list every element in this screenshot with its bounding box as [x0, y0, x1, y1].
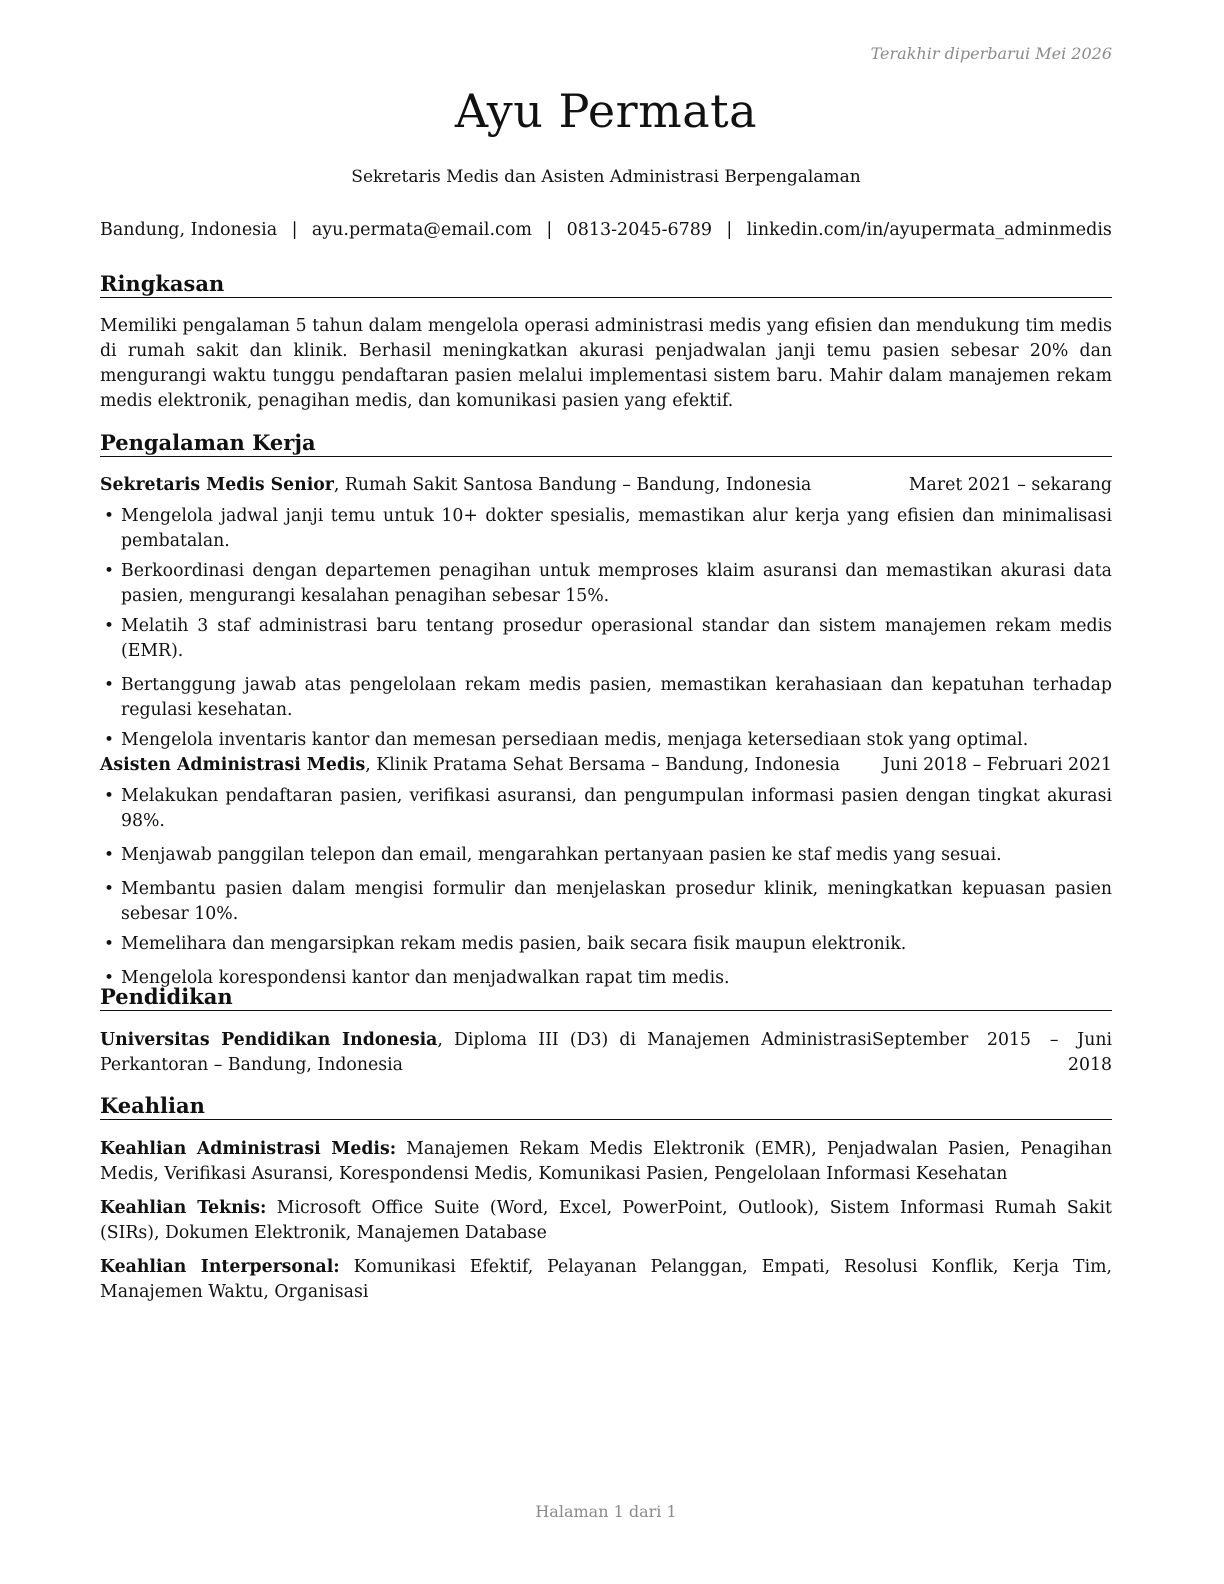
- list-item: • Melakukan pendaftaran pasien, verifikasi asuransi, dan pengumpulan informasi pasien dengan tingkat akurasi 98%.: [104, 786, 1112, 831]
- list-item: • Mengelola jadwal janji temu untuk 10+ dokter spesialis, memastikan alur kerja yang efisien dan minimalisasi pembatalan.: [104, 506, 1112, 551]
- job-header: [100, 755, 1112, 775]
- job-bullets: [100, 784, 1112, 991]
- bullet-icon: •: [104, 786, 115, 806]
- education-dates: September 2015 – Juni 2018: [872, 1030, 1112, 1075]
- headline: Sekretaris Medis dan Asisten Administrasi Berpengalaman: [351, 167, 861, 187]
- job-role: Asisten Administrasi Medis: [100, 755, 366, 775]
- skill-text: Manajemen Rekam Medis Elektronik (EMR), Penjadwalan Pasien, Penagihan Medis, Verifikasi Asuransi, Korespondensi Medis, Komunikasi Pasien, Pengelolaan Informasi Kesehatan: [100, 1139, 1112, 1184]
- bullet-icon: •: [104, 934, 115, 954]
- bullet-icon: •: [104, 968, 115, 988]
- list-item: • Bertanggung jawab atas pengelolaan rekam medis pasien, memastikan kerahasiaan dan kepatuhan terhadap regulasi kesehatan.: [104, 675, 1112, 720]
- list-item: • Menjawab panggilan telepon dan email, mengarahkan pertanyaan pasien ke staf medis yang sesuai.: [100, 843, 1112, 868]
- contact-location: Bandung, Indonesia: [100, 220, 278, 240]
- education-entry: [100, 1028, 1112, 1078]
- section-title-summary: Ringkasan: [100, 271, 1112, 298]
- last-updated: Terakhir diperbarui Mei 2026: [870, 44, 1112, 63]
- skill-text: Microsoft Office Suite (Word, Excel, PowerPoint, Outlook), Sistem Informasi Rumah Sakit (SIRs), Dokumen Elektronik, Manajemen Database: [100, 1198, 1113, 1243]
- bullet-icon: •: [104, 879, 115, 899]
- contact-bar: [100, 220, 1112, 240]
- separator: |: [546, 220, 553, 240]
- separator: |: [291, 220, 298, 240]
- contact-linkedin[interactable]: linkedin.com/in/ayupermata_adminmedis: [746, 220, 1112, 240]
- job-org: , Rumah Sakit Santosa Bandung – Bandung, Indonesia: [333, 475, 812, 495]
- bullet-icon: •: [104, 845, 115, 865]
- person-name: Ayu Permata: [454, 84, 758, 138]
- skill-group: [100, 1196, 1112, 1246]
- contact-phone: 0813-2045-6789: [566, 220, 713, 240]
- bullet-icon: •: [104, 730, 115, 750]
- bullet-icon: •: [104, 675, 115, 695]
- education-detail: [100, 1028, 872, 1078]
- skill-group: [100, 1255, 1112, 1305]
- list-item: • Membantu pasien dalam mengisi formulir dan menjelaskan prosedur klinik, meningkatkan kepuasan pasien sebesar 10%.: [104, 879, 1112, 924]
- separator: |: [726, 220, 733, 240]
- job-dates: Maret 2021 – sekarang: [908, 475, 1112, 495]
- list-item: • Melatih 3 staf administrasi baru tentang prosedur operasional standar dan sistem manajemen rekam medis (EMR).: [104, 616, 1112, 661]
- list-item: • Berkoordinasi dengan departemen penagihan untuk memproses klaim asuransi dan memastikan akurasi data pasien, mengurangi kesalahan penagihan sebesar 15%.: [104, 561, 1112, 606]
- degree: , Diploma III (D3) di Manajemen Administrasi Perkantoran – Bandung, Indonesia: [100, 1030, 872, 1075]
- contact-email[interactable]: ayu.permata@email.com: [311, 220, 532, 240]
- skill-group: [100, 1137, 1112, 1187]
- job-org: , Klinik Pratama Sehat Bersama – Bandung, Indonesia: [365, 755, 841, 775]
- job-title-line: [100, 755, 840, 775]
- job-role: Sekretaris Medis Senior: [100, 475, 334, 495]
- section-title-education: Pendidikan: [100, 984, 1112, 1011]
- school-name: Universitas Pendidikan Indonesia: [100, 1030, 438, 1050]
- page-number: Halaman 1 dari 1: [535, 1502, 677, 1521]
- job-header: [100, 475, 1112, 495]
- job-title-line: [100, 475, 811, 495]
- list-item: • Mengelola korespondensi kantor dan menjadwalkan rapat tim medis.: [100, 966, 1112, 991]
- section-title-skills: Keahlian: [100, 1093, 1112, 1120]
- list-item: • Mengelola inventaris kantor dan memesan persediaan medis, menjaga ketersediaan stok yang optimal.: [100, 728, 1112, 753]
- list-item: • Memelihara dan mengarsipkan rekam medis pasien, baik secara fisik maupun elektronik.: [100, 932, 1112, 957]
- job-bullets: [100, 504, 1112, 753]
- section-title-experience: Pengalaman Kerja: [100, 430, 1112, 457]
- summary-text: Memiliki pengalaman 5 tahun dalam mengelola operasi administrasi medis yang efisien dan mendukung tim medis di rumah sakit dan klinik. Berhasil meningkatkan akurasi penjadwalan janji temu pasien sebesar 20% dan mengurangi waktu tunggu pendaftaran pasien melalui implementasi sistem baru. Mahir dalam manajemen rekam medis elektronik, penagihan medis, dan komunikasi pasien yang efektif.: [100, 316, 1112, 411]
- skill-label: Keahlian Interpersonal:: [100, 1257, 340, 1277]
- bullet-icon: •: [104, 616, 115, 636]
- skill-text: Komunikasi Efektif, Pelayanan Pelanggan, Empati, Resolusi Konflik, Kerja Tim, Manajemen Waktu, Organisasi: [100, 1257, 1112, 1302]
- bullet-icon: •: [104, 561, 115, 581]
- skill-label: Keahlian Administrasi Medis:: [100, 1139, 397, 1159]
- job-dates: Juni 2018 – Februari 2021: [882, 755, 1112, 775]
- bullet-icon: •: [104, 506, 115, 526]
- skill-label: Keahlian Teknis:: [100, 1198, 267, 1218]
